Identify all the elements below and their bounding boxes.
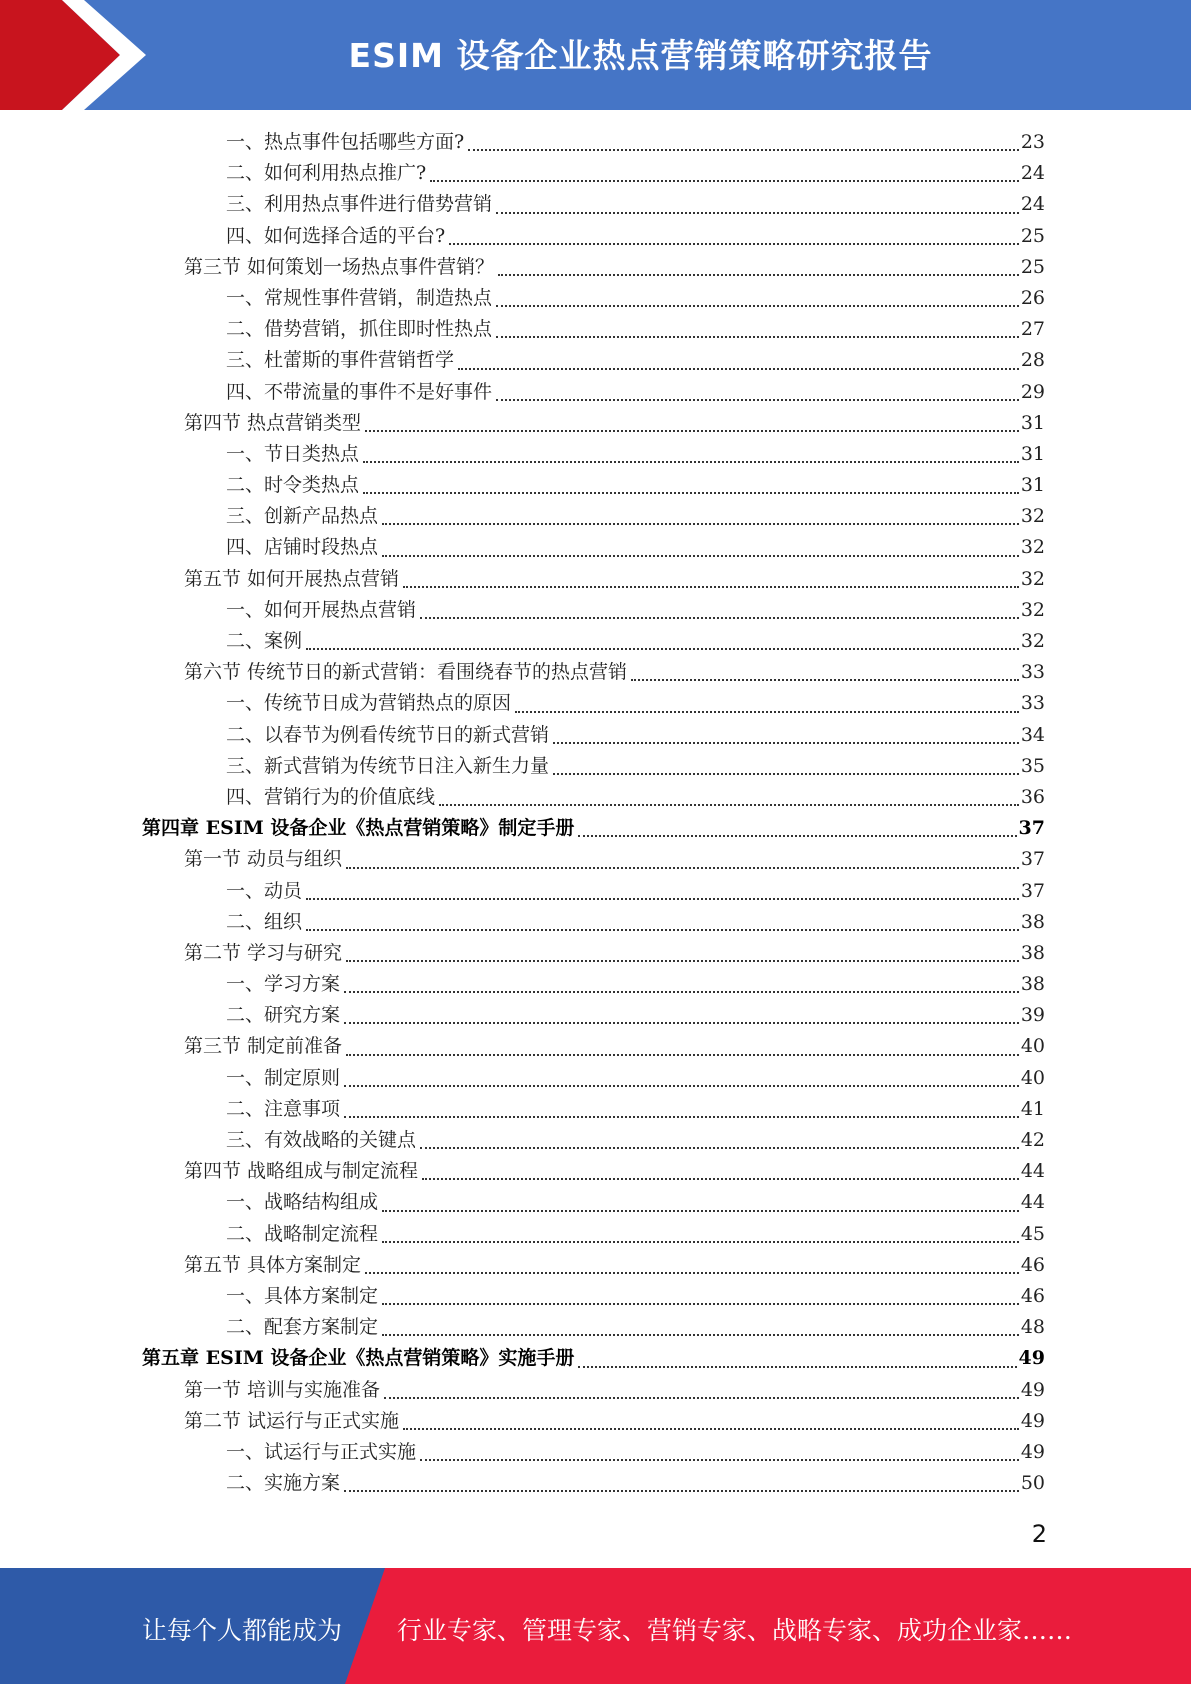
toc-entry-page: 38 xyxy=(1020,973,1045,996)
table-of-contents xyxy=(0,127,1191,1499)
toc-entry-label: 一、常规性事件营销，制造热点 xyxy=(226,286,493,309)
toc-entry-label: 第四节 热点营销类型 xyxy=(184,411,362,434)
toc-entry[interactable] xyxy=(0,751,1045,782)
toc-entry[interactable] xyxy=(0,1250,1045,1281)
toc-entry[interactable] xyxy=(0,1125,1045,1156)
toc-entry-label: 二、以春节为例看传统节日的新式营销 xyxy=(226,723,550,746)
toc-leader-dots xyxy=(496,212,1019,214)
toc-entry[interactable] xyxy=(0,1343,1045,1374)
toc-entry[interactable] xyxy=(0,813,1045,844)
toc-leader-dots xyxy=(498,274,1019,276)
toc-entry[interactable] xyxy=(0,314,1045,345)
toc-entry-label: 一、战略结构组成 xyxy=(226,1191,379,1214)
toc-entry-page: 33 xyxy=(1020,661,1045,684)
toc-entry[interactable] xyxy=(0,782,1045,813)
toc-leader-dots xyxy=(422,1178,1019,1180)
toc-leader-dots xyxy=(439,804,1019,806)
toc-leader-dots xyxy=(346,867,1019,869)
toc-leader-dots xyxy=(403,1428,1019,1430)
toc-entry[interactable] xyxy=(0,189,1045,220)
toc-entry[interactable] xyxy=(0,626,1045,657)
toc-entry-label: 四、营销行为的价值底线 xyxy=(226,785,436,808)
toc-entry-label: 二、如何利用热点推广? xyxy=(226,162,427,185)
toc-entry-label: 第四节 战略组成与制定流程 xyxy=(184,1160,419,1183)
toc-entry-label: 一、热点事件包括哪些方面? xyxy=(226,131,465,153)
toc-entry-label: 二、战略制定流程 xyxy=(226,1222,379,1245)
toc-entry[interactable] xyxy=(0,657,1045,688)
toc-entry-page: 44 xyxy=(1020,1191,1045,1214)
toc-leader-dots xyxy=(430,180,1019,182)
toc-entry-page: 42 xyxy=(1020,1129,1045,1151)
toc-entry-label: 四、店铺时段热点 xyxy=(226,536,379,559)
toc-entry-page: 41 xyxy=(1020,1097,1045,1120)
toc-entry-label: 二、案例 xyxy=(226,630,303,652)
toc-entry-page: 37 xyxy=(1020,848,1045,871)
toc-entry[interactable] xyxy=(0,1156,1045,1187)
toc-leader-dots xyxy=(578,1366,1016,1368)
toc-leader-dots xyxy=(420,617,1019,619)
toc-entry[interactable] xyxy=(0,1063,1045,1094)
toc-entry[interactable] xyxy=(0,564,1045,595)
toc-entry-label: 一、学习方案 xyxy=(226,973,341,996)
toc-entry-label: 第六节 传统节日的新式营销：看围绕春节的热点营销 xyxy=(184,661,628,684)
document-title: ESIM 设备企业热点营销策略研究报告 xyxy=(348,36,933,75)
toc-entry-page: 46 xyxy=(1020,1253,1045,1276)
toc-entry-page: 39 xyxy=(1020,1004,1045,1027)
toc-leader-dots xyxy=(344,1085,1019,1087)
toc-leader-dots xyxy=(344,1022,1019,1024)
toc-entry-label: 一、如何开展热点营销 xyxy=(226,598,417,621)
toc-entry-page: 34 xyxy=(1020,723,1045,746)
toc-leader-dots xyxy=(515,711,1019,713)
toc-leader-dots xyxy=(382,523,1019,525)
toc-entry-label: 二、借势营销，抓住即时性热点 xyxy=(226,318,493,341)
toc-entry[interactable] xyxy=(0,221,1045,252)
toc-entry-label: 第三节 如何策划一场热点事件营销？ xyxy=(184,255,495,278)
toc-entry-page: 32 xyxy=(1020,567,1045,590)
toc-entry-page: 48 xyxy=(1020,1316,1045,1339)
toc-entry-page: 27 xyxy=(1020,318,1045,341)
toc-entry-page: 28 xyxy=(1020,349,1045,372)
toc-entry[interactable] xyxy=(0,844,1045,875)
toc-leader-dots xyxy=(344,1490,1019,1492)
toc-entry-page: 31 xyxy=(1020,411,1045,434)
toc-entry-label: 第一节 培训与实施准备 xyxy=(184,1378,381,1401)
toc-leader-dots xyxy=(468,149,1019,151)
toc-entry[interactable] xyxy=(0,345,1045,376)
toc-leader-dots xyxy=(496,305,1019,307)
toc-entry[interactable] xyxy=(0,720,1045,751)
toc-entry-page: 25 xyxy=(1020,255,1045,278)
toc-entry-label: 一、制定原则 xyxy=(226,1066,341,1089)
footer-slogan-right: 行业专家、管理专家、营销专家、战略专家、成功企业家…… xyxy=(397,1616,1073,1645)
toc-entry-label: 二、注意事项 xyxy=(226,1097,341,1120)
toc-entry[interactable] xyxy=(0,1094,1045,1125)
toc-entry-label: 第四章 ESIM 设备企业《热点营销策略》制定手册 xyxy=(142,817,575,840)
toc-entry-label: 第五节 具体方案制定 xyxy=(184,1253,362,1276)
toc-entry-label: 三、利用热点事件进行借势营销 xyxy=(226,193,493,216)
toc-entry-page: 36 xyxy=(1020,785,1045,808)
toc-leader-dots xyxy=(344,1116,1019,1118)
toc-leader-dots xyxy=(365,1272,1019,1274)
toc-entry-label: 二、实施方案 xyxy=(226,1472,341,1495)
toc-leader-dots xyxy=(363,461,1019,463)
toc-entry[interactable] xyxy=(0,252,1045,283)
toc-entry-label: 三、杜蕾斯的事件营销哲学 xyxy=(226,349,455,372)
toc-entry-page: 38 xyxy=(1020,910,1045,933)
toc-entry[interactable] xyxy=(0,1468,1045,1499)
toc-entry-page: 44 xyxy=(1020,1160,1045,1183)
toc-entry-label: 三、有效战略的关键点 xyxy=(226,1129,417,1151)
toc-entry-page: 35 xyxy=(1020,754,1045,777)
toc-entry[interactable] xyxy=(0,377,1045,408)
toc-leader-dots xyxy=(344,991,1019,993)
toc-entry-label: 一、具体方案制定 xyxy=(226,1284,379,1307)
toc-entry[interactable] xyxy=(0,876,1045,907)
toc-entry-label: 第二节 学习与研究 xyxy=(184,941,343,964)
toc-entry-page: 32 xyxy=(1020,598,1045,621)
toc-entry-page: 23 xyxy=(1020,131,1045,153)
toc-entry-page: 49 xyxy=(1020,1409,1045,1432)
toc-entry-label: 第三节 制定前准备 xyxy=(184,1035,343,1058)
toc-entry[interactable] xyxy=(0,158,1045,189)
toc-leader-dots xyxy=(553,742,1019,744)
toc-entry[interactable] xyxy=(0,1312,1045,1343)
toc-entry-page: 49 xyxy=(1018,1347,1045,1370)
toc-entry[interactable] xyxy=(0,1406,1045,1437)
toc-leader-dots xyxy=(382,555,1019,557)
toc-leader-dots xyxy=(403,586,1019,588)
toc-entry-page: 32 xyxy=(1020,630,1045,652)
page-number: 2 xyxy=(1031,1520,1047,1548)
page-footer xyxy=(0,1568,1191,1684)
toc-entry-label: 一、节日类热点 xyxy=(226,442,360,465)
toc-entry-page: 26 xyxy=(1020,286,1045,309)
toc-leader-dots xyxy=(363,492,1019,494)
toc-entry-page: 24 xyxy=(1020,193,1045,216)
toc-leader-dots xyxy=(346,960,1019,962)
page-header xyxy=(0,0,1191,110)
toc-leader-dots xyxy=(306,648,1019,650)
toc-entry-label: 一、试运行与正式实施 xyxy=(226,1440,417,1463)
toc-entry[interactable] xyxy=(0,501,1045,532)
toc-entry-label: 二、时令类热点 xyxy=(226,474,360,497)
toc-leader-dots xyxy=(420,1147,1019,1149)
toc-entry[interactable] xyxy=(0,283,1045,314)
toc-entry-label: 三、新式营销为传统节日注入新生力量 xyxy=(226,754,550,777)
toc-entry[interactable] xyxy=(0,1219,1045,1250)
toc-leader-dots xyxy=(420,1459,1019,1461)
toc-entry[interactable] xyxy=(0,439,1045,470)
toc-entry[interactable] xyxy=(0,595,1045,626)
toc-entry-page: 31 xyxy=(1020,474,1045,497)
toc-entry-page: 46 xyxy=(1020,1284,1045,1307)
toc-entry[interactable] xyxy=(0,688,1045,719)
toc-entry-label: 第二节 试运行与正式实施 xyxy=(184,1409,400,1432)
toc-leader-dots xyxy=(384,1397,1019,1399)
toc-entry[interactable] xyxy=(0,938,1045,969)
toc-leader-dots xyxy=(449,243,1019,245)
toc-entry-page: 24 xyxy=(1020,162,1045,185)
footer-slogan-left: 让每个人都能成为 xyxy=(142,1616,343,1645)
toc-entry-label: 四、如何选择合适的平台? xyxy=(226,224,446,247)
toc-entry-label: 第五章 ESIM 设备企业《热点营销策略》实施手册 xyxy=(142,1347,575,1370)
toc-leader-dots xyxy=(365,430,1019,432)
toc-entry[interactable] xyxy=(0,969,1045,1000)
toc-leader-dots xyxy=(306,898,1019,900)
toc-entry-label: 三、创新产品热点 xyxy=(226,505,379,528)
toc-entry-label: 第五节 如何开展热点营销 xyxy=(184,567,400,590)
toc-entry-label: 一、动员 xyxy=(226,879,303,902)
toc-entry-page: 33 xyxy=(1020,692,1045,715)
toc-entry[interactable] xyxy=(0,532,1045,563)
toc-leader-dots xyxy=(458,368,1019,370)
toc-leader-dots xyxy=(382,1210,1019,1212)
toc-entry-page: 37 xyxy=(1020,879,1045,902)
toc-entry-label: 一、传统节日成为营销热点的原因 xyxy=(226,692,512,715)
toc-entry[interactable] xyxy=(0,408,1045,439)
toc-entry[interactable] xyxy=(0,470,1045,501)
toc-entry[interactable] xyxy=(0,1437,1045,1468)
toc-entry-page: 38 xyxy=(1020,941,1045,964)
toc-entry[interactable] xyxy=(0,127,1045,158)
toc-entry-page: 31 xyxy=(1020,442,1045,465)
toc-entry-label: 二、组织 xyxy=(226,910,303,933)
toc-entry-label: 二、研究方案 xyxy=(226,1004,341,1027)
toc-leader-dots xyxy=(496,399,1019,401)
toc-entry-page: 40 xyxy=(1020,1035,1045,1058)
toc-leader-dots xyxy=(306,929,1019,931)
toc-entry-page: 25 xyxy=(1020,224,1045,247)
toc-leader-dots xyxy=(382,1303,1019,1305)
toc-entry-page: 37 xyxy=(1018,817,1045,840)
toc-entry[interactable] xyxy=(0,1187,1045,1218)
toc-leader-dots xyxy=(382,1241,1019,1243)
toc-leader-dots xyxy=(553,773,1019,775)
toc-leader-dots xyxy=(346,1054,1019,1056)
toc-entry-page: 49 xyxy=(1020,1440,1045,1463)
toc-entry-page: 29 xyxy=(1020,380,1045,403)
toc-leader-dots xyxy=(578,835,1016,837)
toc-entry-page: 45 xyxy=(1020,1222,1045,1245)
toc-entry[interactable] xyxy=(0,907,1045,938)
toc-leader-dots xyxy=(496,336,1019,338)
toc-entry-label: 四、不带流量的事件不是好事件 xyxy=(226,380,493,403)
toc-entry-page: 32 xyxy=(1020,536,1045,559)
toc-leader-dots xyxy=(382,1334,1019,1336)
toc-entry[interactable] xyxy=(0,1000,1045,1031)
toc-entry-page: 32 xyxy=(1020,505,1045,528)
toc-entry[interactable] xyxy=(0,1031,1045,1062)
toc-entry-page: 40 xyxy=(1020,1066,1045,1089)
toc-leader-dots xyxy=(631,679,1019,681)
toc-entry[interactable] xyxy=(0,1375,1045,1406)
toc-entry-label: 第一节 动员与组织 xyxy=(184,848,343,871)
toc-entry-label: 二、配套方案制定 xyxy=(226,1316,379,1339)
toc-entry-page: 50 xyxy=(1020,1472,1045,1495)
toc-entry[interactable] xyxy=(0,1281,1045,1312)
toc-entry-page: 49 xyxy=(1020,1378,1045,1401)
